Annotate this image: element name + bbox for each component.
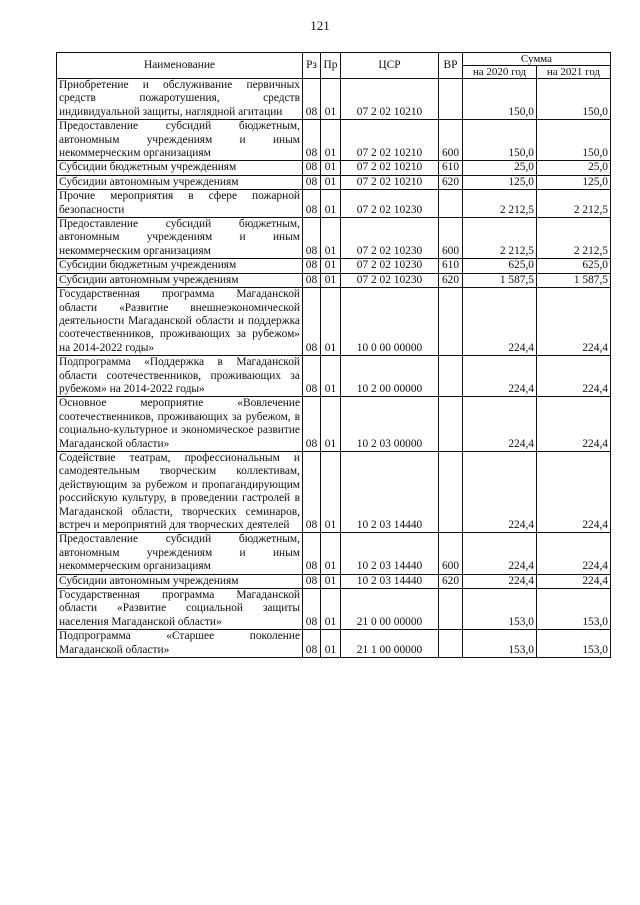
cell-name: Субсидии автономным учреждениям xyxy=(57,574,303,588)
cell-pr: 01 xyxy=(321,397,341,452)
cell-sum-2021: 625,0 xyxy=(537,259,611,273)
cell-rz: 08 xyxy=(303,397,321,452)
cell-vr xyxy=(439,79,463,120)
cell-name: Предоставление субсидий бюджетным, автономным учреждениям и иным некоммерческим организациям xyxy=(57,120,303,161)
table-row xyxy=(57,190,611,218)
cell-name: Прочие мероприятия в сфере пожарной безопасности xyxy=(57,190,303,218)
cell-sum-2020: 224,4 xyxy=(463,533,537,574)
table-row xyxy=(57,451,611,532)
table-row xyxy=(57,397,611,452)
cell-pr: 01 xyxy=(321,120,341,161)
cell-rz: 08 xyxy=(303,451,321,532)
table-row xyxy=(57,259,611,273)
cell-rz: 08 xyxy=(303,288,321,356)
page-number: 121 xyxy=(310,18,330,33)
cell-sum-2021: 224,4 xyxy=(537,451,611,532)
cell-name: Предоставление субсидий бюджетным, автономным учреждениям и иным некоммерческим организациям xyxy=(57,533,303,574)
cell-pr: 01 xyxy=(321,356,341,397)
cell-csr: 07 2 02 10210 xyxy=(341,161,439,175)
cell-sum-2021: 224,4 xyxy=(537,288,611,356)
cell-rz: 08 xyxy=(303,190,321,218)
cell-sum-2020: 224,4 xyxy=(463,288,537,356)
cell-csr: 10 2 03 14440 xyxy=(341,533,439,574)
cell-vr xyxy=(439,288,463,356)
table-row xyxy=(57,161,611,175)
cell-name: Основное мероприятие «Вовлечение соотечественников, проживающих за рубежом, в социально-культурное и экономическое развитие Магаданской области» xyxy=(57,397,303,452)
cell-pr: 01 xyxy=(321,190,341,218)
cell-sum-2021: 1 587,5 xyxy=(537,273,611,287)
header-pr: Пр xyxy=(321,53,341,79)
cell-pr: 01 xyxy=(321,574,341,588)
cell-name: Государственная программа Магаданской области «Развитие внешнеэкономической деятельности Магаданской области и поддержка соотечественников, проживающих за рубежом» на 2014-2022 годы» xyxy=(57,288,303,356)
cell-name: Приобретение и обслуживание первичных средств пожаротушения, средств индивидуальной защиты, наглядной агитации xyxy=(57,79,303,120)
table-body xyxy=(57,79,611,658)
table-row xyxy=(57,175,611,189)
cell-name: Предоставление субсидий бюджетным, автономным учреждениям и иным некоммерческим организациям xyxy=(57,218,303,259)
cell-rz: 08 xyxy=(303,273,321,287)
cell-sum-2021: 224,4 xyxy=(537,356,611,397)
cell-csr: 21 1 00 00000 xyxy=(341,630,439,658)
cell-vr xyxy=(439,589,463,630)
header-sum: Сумма xyxy=(463,53,611,66)
cell-csr: 10 2 03 00000 xyxy=(341,397,439,452)
cell-vr xyxy=(439,356,463,397)
cell-sum-2020: 153,0 xyxy=(463,630,537,658)
cell-pr: 01 xyxy=(321,589,341,630)
table-row xyxy=(57,79,611,120)
cell-vr: 600 xyxy=(439,120,463,161)
table-row xyxy=(57,574,611,588)
cell-csr: 07 2 02 10210 xyxy=(341,79,439,120)
cell-csr: 07 2 02 10210 xyxy=(341,120,439,161)
cell-sum-2020: 153,0 xyxy=(463,589,537,630)
cell-vr: 620 xyxy=(439,175,463,189)
cell-vr: 620 xyxy=(439,273,463,287)
cell-name: Подпрограмма «Поддержка в Магаданской области соотечественников, проживающих за рубежом» на 2014-2022 годы» xyxy=(57,356,303,397)
cell-sum-2021: 150,0 xyxy=(537,79,611,120)
cell-vr xyxy=(439,451,463,532)
header-year-2021: на 2021 год xyxy=(537,66,611,79)
cell-sum-2021: 153,0 xyxy=(537,630,611,658)
cell-csr: 10 2 00 00000 xyxy=(341,356,439,397)
cell-rz: 08 xyxy=(303,574,321,588)
cell-vr: 600 xyxy=(439,533,463,574)
cell-sum-2021: 224,4 xyxy=(537,397,611,452)
table-row xyxy=(57,589,611,630)
cell-csr: 10 2 03 14440 xyxy=(341,574,439,588)
cell-rz: 08 xyxy=(303,218,321,259)
cell-sum-2020: 25,0 xyxy=(463,161,537,175)
table-row xyxy=(57,120,611,161)
cell-sum-2020: 1 587,5 xyxy=(463,273,537,287)
cell-name: Субсидии автономным учреждениям xyxy=(57,273,303,287)
cell-pr: 01 xyxy=(321,161,341,175)
cell-rz: 08 xyxy=(303,120,321,161)
cell-rz: 08 xyxy=(303,161,321,175)
cell-vr xyxy=(439,397,463,452)
cell-sum-2021: 2 212,5 xyxy=(537,218,611,259)
header-rz: Рз xyxy=(303,53,321,79)
cell-csr: 21 0 00 00000 xyxy=(341,589,439,630)
table-row xyxy=(57,356,611,397)
cell-sum-2021: 125,0 xyxy=(537,175,611,189)
table-row xyxy=(57,533,611,574)
cell-sum-2021: 224,4 xyxy=(537,574,611,588)
cell-vr: 610 xyxy=(439,259,463,273)
cell-sum-2020: 224,4 xyxy=(463,451,537,532)
cell-csr: 07 2 02 10230 xyxy=(341,218,439,259)
cell-sum-2020: 625,0 xyxy=(463,259,537,273)
cell-vr xyxy=(439,190,463,218)
cell-csr: 07 2 02 10230 xyxy=(341,273,439,287)
cell-name: Подпрограмма «Старшее поколение Магаданской области» xyxy=(57,630,303,658)
table-row xyxy=(57,218,611,259)
cell-pr: 01 xyxy=(321,533,341,574)
cell-sum-2020: 2 212,5 xyxy=(463,190,537,218)
cell-pr: 01 xyxy=(321,288,341,356)
table-row xyxy=(57,288,611,356)
cell-name: Субсидии автономным учреждениям xyxy=(57,175,303,189)
cell-csr: 07 2 02 10230 xyxy=(341,259,439,273)
cell-pr: 01 xyxy=(321,218,341,259)
cell-rz: 08 xyxy=(303,175,321,189)
cell-name: Субсидии бюджетным учреждениям xyxy=(57,259,303,273)
cell-vr: 610 xyxy=(439,161,463,175)
budget-table xyxy=(56,52,611,658)
cell-csr: 10 2 03 14440 xyxy=(341,451,439,532)
table-row xyxy=(57,273,611,287)
cell-sum-2021: 224,4 xyxy=(537,533,611,574)
cell-csr: 07 2 02 10230 xyxy=(341,190,439,218)
header-year-2020: на 2020 год xyxy=(463,66,537,79)
cell-name: Содействие театрам, профессиональным и самодеятельным творческим коллективам, действующим за рубежом и пропагандирующим российскую культуру, в проведении гастролей в Магаданской области, творческих семинаров, встреч и мероприятий для творческих деятелей xyxy=(57,451,303,532)
cell-pr: 01 xyxy=(321,630,341,658)
cell-csr: 10 0 00 00000 xyxy=(341,288,439,356)
cell-name: Государственная программа Магаданской области «Развитие социальной защиты населения Магаданской области» xyxy=(57,589,303,630)
cell-rz: 08 xyxy=(303,356,321,397)
cell-sum-2020: 2 212,5 xyxy=(463,218,537,259)
cell-vr: 600 xyxy=(439,218,463,259)
cell-sum-2020: 224,4 xyxy=(463,397,537,452)
cell-sum-2021: 153,0 xyxy=(537,589,611,630)
cell-pr: 01 xyxy=(321,259,341,273)
cell-name: Субсидии бюджетным учреждениям xyxy=(57,161,303,175)
header-vr: ВР xyxy=(439,53,463,79)
cell-rz: 08 xyxy=(303,259,321,273)
cell-sum-2020: 150,0 xyxy=(463,120,537,161)
cell-sum-2020: 125,0 xyxy=(463,175,537,189)
cell-vr: 620 xyxy=(439,574,463,588)
cell-rz: 08 xyxy=(303,533,321,574)
table-header xyxy=(57,53,611,79)
cell-pr: 01 xyxy=(321,79,341,120)
cell-sum-2020: 150,0 xyxy=(463,79,537,120)
header-name: Наименование xyxy=(57,53,303,79)
cell-sum-2020: 224,4 xyxy=(463,574,537,588)
cell-vr xyxy=(439,630,463,658)
cell-csr: 07 2 02 10210 xyxy=(341,175,439,189)
header-csr: ЦСР xyxy=(341,53,439,79)
cell-sum-2021: 25,0 xyxy=(537,161,611,175)
cell-pr: 01 xyxy=(321,175,341,189)
cell-pr: 01 xyxy=(321,273,341,287)
cell-rz: 08 xyxy=(303,79,321,120)
cell-rz: 08 xyxy=(303,630,321,658)
cell-rz: 08 xyxy=(303,589,321,630)
table-row xyxy=(57,630,611,658)
cell-sum-2021: 150,0 xyxy=(537,120,611,161)
cell-sum-2021: 2 212,5 xyxy=(537,190,611,218)
cell-pr: 01 xyxy=(321,451,341,532)
cell-sum-2020: 224,4 xyxy=(463,356,537,397)
